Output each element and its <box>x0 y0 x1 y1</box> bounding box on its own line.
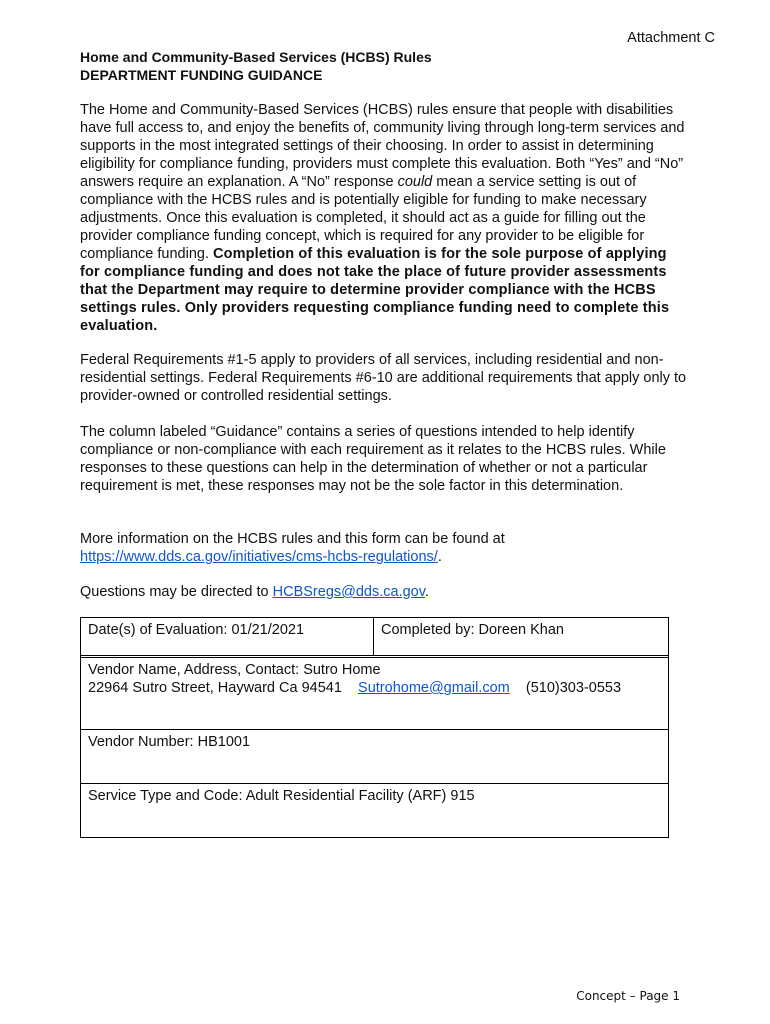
evaluation-date-row <box>81 618 668 655</box>
page-footer: Concept – Page 1 <box>576 989 680 1003</box>
vendor-email-link[interactable]: Sutrohome@gmail.com <box>358 680 510 696</box>
title-line-2: DEPARTMENT FUNDING GUIDANCE <box>80 67 323 83</box>
attachment-label: Attachment C <box>627 30 715 46</box>
federal-paragraph: Federal Requirements #1-5 apply to providers of all services, including residential and non-residential settings. Federal Requirements #6-10 are additional requirements that apply only to provider-owned or controlled residential settings. <box>80 352 687 404</box>
questions-period: . <box>424 584 429 600</box>
title-line-1: Home and Community-Based Services (HCBS) Rules <box>80 49 432 65</box>
vendor-address: 22964 Sutro Street, Hayward Ca 94541 <box>88 680 342 696</box>
more-info-paragraph <box>80 530 690 566</box>
service-type-row <box>81 783 668 837</box>
vendor-info-row <box>81 655 668 729</box>
service-type: Service Type and Code: Adult Residential Facility (ARF) 915 <box>88 788 475 804</box>
intro-bold-statement: Completion of this evaluation is for the sole purpose of applying for compliance funding and does not take the place of future provider assessments that the Department may require to determine provider compliance with the HCBS settings rules. Only providers requesting compliance funding need to complete this evaluation. <box>80 246 670 334</box>
guidance-paragraph: The column labeled “Guidance” contains a series of questions intended to help identify compliance or non-compliance with each requirement as it relates to the HCBS rules. While responses to these questions can help in the determination of whether or not a particular requirement is met, these responses may not be the sole factor in this determination. <box>80 424 666 494</box>
intro-paragraph <box>80 101 690 335</box>
intro-text-1: The Home and Community-Based Services (HCBS) rules ensure that people with disabilities have full access to, and enjoy the benefits of, community living through long-term services and supports in the most integrated settings of their choosing. In order to assist in determining eligibility for compliance funding, providers must complete this evaluation. Both “Yes” and “No” answers require an explanation. A “No” response <box>80 102 685 190</box>
intro-text-2: mean a service setting is out of compliance with the HCBS rules and is potentially eligible for funding to make necessary adjustments. Once this evaluation is completed, it should act as a guide for filling out the provider compliance funding concept, which is required for any provider to be eligible for compliance funding. <box>80 174 647 262</box>
vendor-phone: (510)303-0553 <box>525 680 622 696</box>
questions-paragraph <box>80 583 690 601</box>
vendor-name-line: Vendor Name, Address, Contact: Sutro Home <box>88 662 381 678</box>
completed-by-cell: Completed by: Doreen Khan <box>381 622 564 638</box>
vendor-number-row <box>81 729 668 783</box>
questions-text: Questions may be directed to <box>80 584 273 600</box>
vendor-number: Vendor Number: HB1001 <box>88 734 251 750</box>
more-info-period: . <box>437 549 442 565</box>
intro-could: could <box>397 174 433 190</box>
more-info-text: More information on the HCBS rules and this form can be found at <box>80 531 505 547</box>
hcbs-regulations-link[interactable]: https://www.dds.ca.gov/initiatives/cms-hcbs-regulations/ <box>80 549 438 565</box>
evaluation-info-table <box>80 617 669 838</box>
hcbs-email-link[interactable]: HCBSregs@dds.ca.gov <box>272 584 425 600</box>
document-title <box>80 48 432 84</box>
vendor-contact-line <box>88 679 661 697</box>
evaluation-date-cell: Date(s) of Evaluation: 01/21/2021 <box>81 618 374 655</box>
